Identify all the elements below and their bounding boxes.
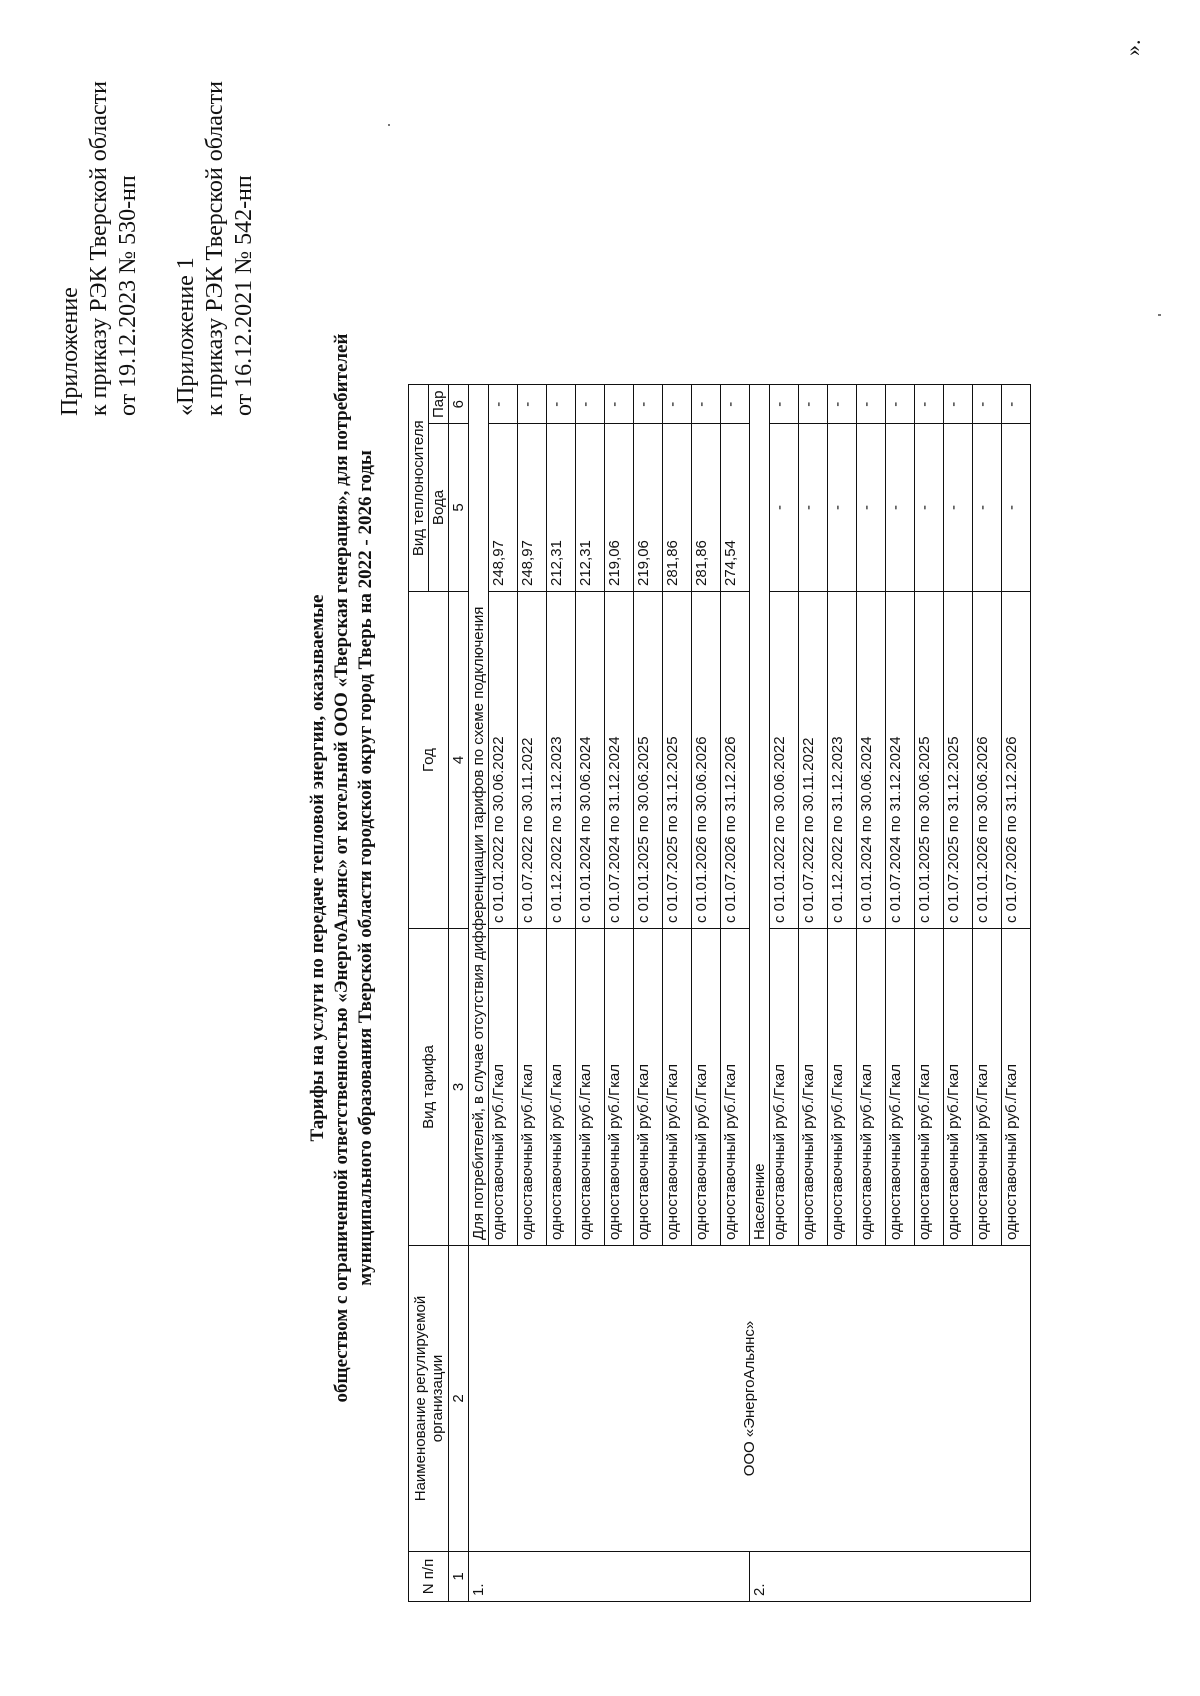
tariff-table [408,385,1031,1603]
header-org: Наименование регулируемой организации [409,1246,449,1552]
tariff-type-cell: одноставочный руб./Гкал [915,929,944,1246]
period-cell: с 01.01.2022 по 30.06.2022 [489,592,518,929]
steam-value-cell: - [799,385,828,424]
tariff-type-cell: одноставочный руб./Гкал [857,929,886,1246]
section-label: Для потребителей, в случае отсутствия дифференциации тарифов по схеме подключения [469,385,489,1246]
section-number: 2. [750,1552,1031,1602]
steam-value-cell: - [770,385,799,424]
previous-appendix-line: к приказу РЭК Тверской области [202,81,228,416]
tariff-type-cell: одноставочный руб./Гкал [634,929,663,1246]
tariff-type-cell: одноставочный руб./Гкал [973,929,1002,1246]
title-line: обществом с ограниченной ответственностью «ЭнергоАльянс» от котельной ООО «Тверская генерация», для потребителей [331,333,352,1403]
header-water: Вода [429,424,449,592]
appendix-line: от 19.12.2023 № 530-нп [115,175,141,416]
appendix-header [56,81,143,416]
tariff-type-cell: одноставочный руб./Гкал [489,929,518,1246]
previous-appendix-line: «Приложение 1 [173,257,199,416]
water-value-cell: 212,31 [576,424,605,592]
tariff-type-cell: одноставочный руб./Гкал [576,929,605,1246]
period-cell: с 01.01.2024 по 30.06.2024 [857,592,886,929]
column-number: 3 [449,929,469,1246]
tariff-type-cell: одноставочный руб./Гкал [663,929,692,1246]
period-cell: с 01.07.2026 по 31.12.2026 [721,592,750,929]
steam-value-cell: - [605,385,634,424]
scan-speck [388,124,390,126]
steam-value-cell: - [857,385,886,424]
period-cell: с 01.01.2026 по 30.06.2026 [973,592,1002,929]
steam-value-cell: - [944,385,973,424]
appendix-line: к приказу РЭК Тверской области [86,81,112,416]
period-cell: с 01.01.2024 по 30.06.2024 [576,592,605,929]
tariff-type-cell: одноставочный руб./Гкал [518,929,547,1246]
steam-value-cell: - [663,385,692,424]
appendix-line: Приложение [57,287,83,416]
header-year: Год [409,592,449,929]
section-row [469,385,489,1602]
tariff-type-cell: одноставочный руб./Гкал [605,929,634,1246]
header-num: N п/п [409,1552,449,1602]
water-value-cell: 281,86 [692,424,721,592]
period-cell: с 01.07.2026 по 31.12.2026 [1002,592,1031,929]
column-number: 6 [449,385,469,424]
scan-speck [1158,314,1161,316]
tariff-type-cell: одноставочный руб./Гкал [828,929,857,1246]
water-value-cell: 212,31 [547,424,576,592]
water-value-cell: - [1002,424,1031,592]
period-cell: с 01.01.2025 по 30.06.2025 [634,592,663,929]
header-tariff-type: Вид тарифа [409,929,449,1246]
water-value-cell: - [857,424,886,592]
water-value-cell: 274,54 [721,424,750,592]
water-value-cell: 281,86 [663,424,692,592]
section-number: 1. [469,1552,750,1602]
previous-appendix-header [172,81,259,416]
period-cell: с 01.01.2026 по 30.06.2026 [692,592,721,929]
tariff-type-cell: одноставочный руб./Гкал [1002,929,1031,1246]
period-cell: с 01.07.2022 по 30.11.2022 [518,592,547,929]
organization-name: ООО «ЭнергоАльянс» [469,1246,1031,1552]
steam-value-cell: - [721,385,750,424]
steam-value-cell: - [634,385,663,424]
previous-appendix-line: от 16.12.2021 № 542-нп [231,175,257,416]
tariff-type-cell: одноставочный руб./Гкал [770,929,799,1246]
tariff-type-cell: одноставочный руб./Гкал [799,929,828,1246]
column-number: 5 [449,424,469,592]
water-value-cell: 219,06 [605,424,634,592]
period-cell: с 01.12.2022 по 31.12.2023 [828,592,857,929]
header-carrier: Вид теплоносителя [409,385,429,592]
period-cell: с 01.12.2022 по 31.12.2023 [547,592,576,929]
steam-value-cell: - [576,385,605,424]
period-cell: с 01.01.2022 по 30.06.2022 [770,592,799,929]
tariff-type-cell: одноставочный руб./Гкал [692,929,721,1246]
period-cell: с 01.07.2024 по 31.12.2024 [605,592,634,929]
water-value-cell: - [799,424,828,592]
steam-value-cell: - [828,385,857,424]
title-line: Тарифы на услуги по передаче тепловой энергии, оказываемые [307,594,328,1142]
water-value-cell: - [944,424,973,592]
steam-value-cell: - [973,385,1002,424]
steam-value-cell: - [518,385,547,424]
water-value-cell: - [828,424,857,592]
water-value-cell: - [915,424,944,592]
steam-value-cell: - [489,385,518,424]
steam-value-cell: - [547,385,576,424]
section-label: Население [750,385,770,1246]
title-line: муниципального образования Тверской области городской округ город Тверь на 2022 - 2026 годы [355,450,376,1286]
water-value-cell: 219,06 [634,424,663,592]
steam-value-cell: - [692,385,721,424]
period-cell: с 01.07.2024 по 31.12.2024 [886,592,915,929]
period-cell: с 01.01.2025 по 30.06.2025 [915,592,944,929]
tariff-type-cell: одноставочный руб./Гкал [721,929,750,1246]
closing-quote: ». [1120,39,1145,56]
document-title [306,168,378,1568]
period-cell: с 01.07.2022 по 30.11.2022 [799,592,828,929]
column-number: 1 [449,1552,469,1602]
table-body [469,385,1031,1602]
steam-value-cell: - [915,385,944,424]
period-cell: с 01.07.2025 по 31.12.2025 [944,592,973,929]
header-steam: Пар [429,385,449,424]
tariff-type-cell: одноставочный руб./Гкал [944,929,973,1246]
steam-value-cell: - [886,385,915,424]
tariff-type-cell: одноставочный руб./Гкал [886,929,915,1246]
steam-value-cell: - [1002,385,1031,424]
column-number: 4 [449,592,469,929]
tariff-type-cell: одноставочный руб./Гкал [547,929,576,1246]
column-number: 2 [449,1246,469,1552]
water-value-cell: - [770,424,799,592]
period-cell: с 01.07.2025 по 31.12.2025 [663,592,692,929]
water-value-cell: 248,97 [489,424,518,592]
water-value-cell: 248,97 [518,424,547,592]
water-value-cell: - [973,424,1002,592]
water-value-cell: - [886,424,915,592]
